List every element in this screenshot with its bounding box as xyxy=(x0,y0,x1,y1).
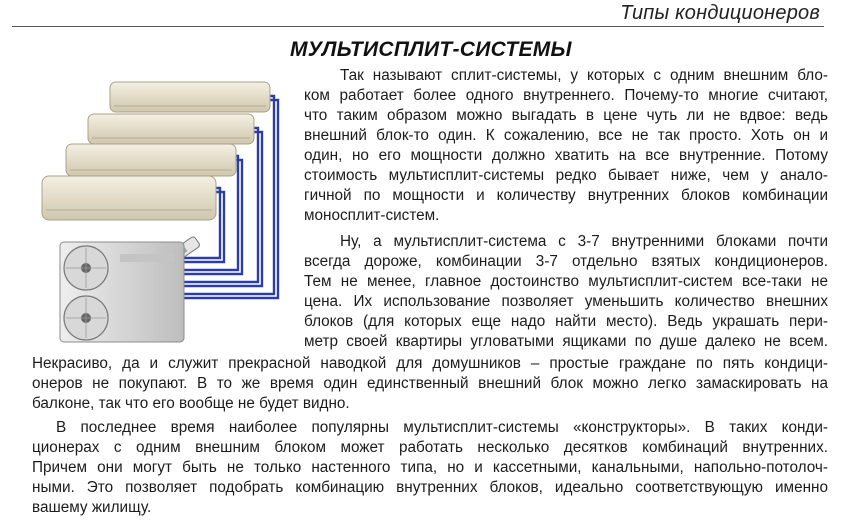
text-line: метр своей квартиры угловатыми ящиками по душе далеко не всем. xyxy=(304,333,828,350)
text-line: балконе, так что его вообще не будет видно. xyxy=(32,395,350,412)
running-header-title: Типы кондиционеров xyxy=(620,2,820,24)
indoor-unit-3 xyxy=(66,144,236,176)
text-line: один, но его мощности должно хватить на все внутренние. Потому xyxy=(304,147,828,164)
text-line: Ну, а мультисплит-система с 3-7 внутренними блоками почти xyxy=(340,233,828,250)
running-header xyxy=(0,0,854,28)
text-line: внешний блок-то один. К сожалению, все не так просто. Хоть он и xyxy=(304,127,828,144)
text-line: цена. Их использование позволяет уменьшить количество внешних xyxy=(304,293,828,310)
text-line: что таким образом можно выгадать в цене чуть ли не вдвое: ведь xyxy=(304,107,828,124)
text-line: всегда дороже, комбинации 3-7 отдельно взятых кондиционеров. xyxy=(304,253,828,270)
text-line: ционерах с одним внешним блоком может работать несколько десятков комбинаций внутренних. xyxy=(32,439,828,456)
text-line: Так называют сплит-системы, у которых с одним внешним бло- xyxy=(340,67,828,84)
outdoor-unit xyxy=(60,242,184,342)
text-line: вашему жилищу. xyxy=(32,499,152,516)
text-line: онеров не покупают. В то же время один единственный внешний блок можно легко замаскировать на xyxy=(32,375,828,392)
indoor-unit-1 xyxy=(110,82,270,112)
article-heading: МУЛЬТИСПЛИТ-СИСТЕМЫ xyxy=(290,38,572,61)
header-rule xyxy=(12,26,824,27)
text-line: Причем они могут быть не только настенного типа, но и кассетными, канальными, напольно-потолоч- xyxy=(32,459,828,476)
text-line: ными. Это позволяет подобрать комбинацию внутренних блоков, идеально соответствующую именно xyxy=(32,479,828,496)
indoor-unit-2 xyxy=(88,114,254,144)
multisplit-illustration xyxy=(30,70,290,360)
text-line: Тем не менее, главное достоинство мультисплит-систем все-таки не xyxy=(304,273,828,290)
text-line: стоимость мультисплит-системы редко бывает ниже, чем у анало- xyxy=(304,167,828,184)
text-line: ком работает более одного внутреннего. Почему-то многие считают, xyxy=(304,87,828,104)
text-line: блоков (для которых еще надо найти место). Ведь украшать пери- xyxy=(304,313,828,330)
indoor-unit-4 xyxy=(42,176,216,220)
text-line: гичной по мощности и количеству внутренних блоков комбинации xyxy=(304,187,828,204)
text-line: Некрасиво, да и служит прекрасной наводкой для домушников – простые граждане по пять кондици- xyxy=(32,355,828,372)
text-line: моносплит-систем. xyxy=(304,207,440,224)
text-line: В последнее время наиболее популярны мультисплит-системы «конструкторы». В таких конди- xyxy=(56,419,828,436)
